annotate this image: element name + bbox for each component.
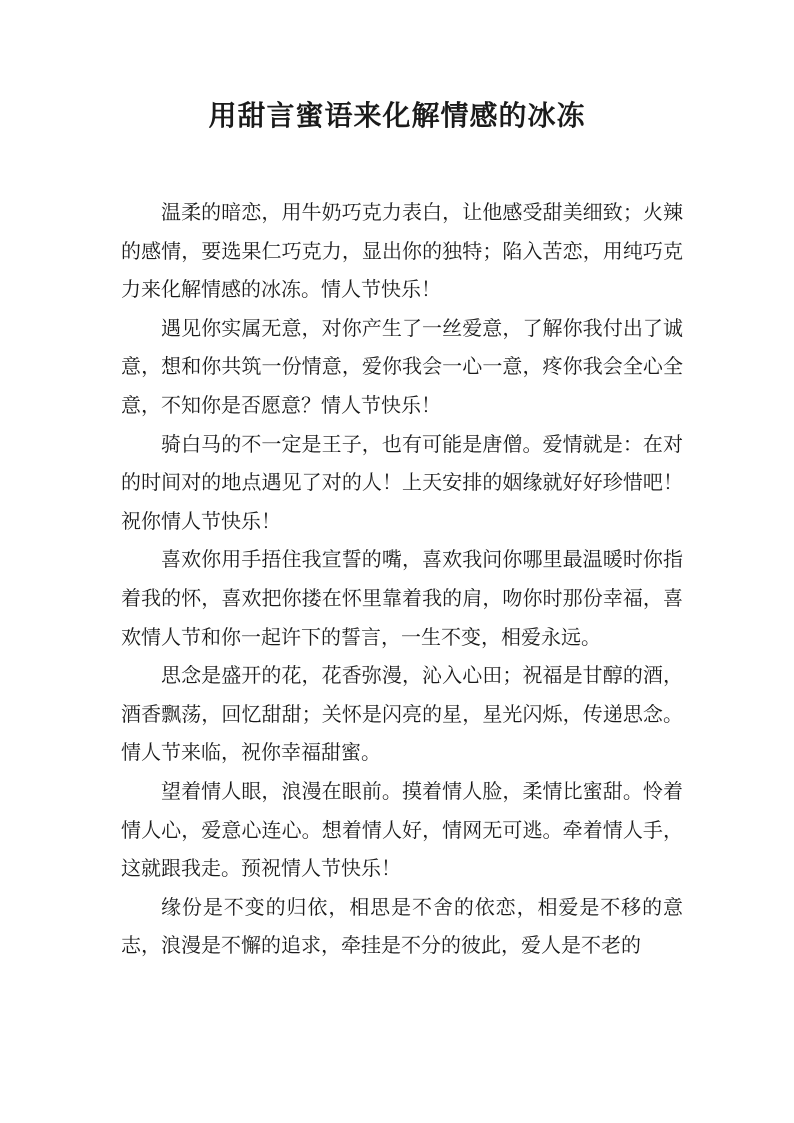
- paragraph: 缘份是不变的归依，相思是不舍的依恋，相爱是不移的意志，浪漫是不懈的追求，牵挂是不分的彼此，爱人是不老的: [121, 894, 683, 958]
- paragraph: 骑白马的不一定是王子，也有可能是唐僧。爱情就是：在对的时间对的地点遇见了对的人！上天安排的姻缘就好好珍惜吧！祝你情人节快乐！: [121, 431, 683, 533]
- paragraph: 望着情人眼，浪漫在眼前。摸着情人脸，柔情比蜜甜。怜着情人心，爱意心连心。想着情人好，情网无可逃。牵着情人手，这就跟我走。预祝情人节快乐！: [121, 778, 683, 881]
- paragraph: 遇见你实属无意，对你产生了一丝爱意，了解你我付出了诚意，想和你共筑一份情意，爱你我会一心一意，疼你我会全心全意，不知你是否愿意？情人节快乐！: [121, 315, 683, 417]
- paragraph: 思念是盛开的花，花香弥漫，沁入心田；祝福是甘醇的酒，酒香飘荡，回忆甜甜；关怀是闪亮的星，星光闪烁，传递思念。情人节来临，祝你幸福甜蜜。: [121, 663, 683, 765]
- document-title: 用甜言蜜语来化解情感的冰冻: [208, 99, 586, 132]
- paragraph: 喜欢你用手捂住我宣誓的嘴，喜欢我问你哪里最温暖时你指着我的怀，喜欢把你搂在怀里靠着我的肩，吻你时那份幸福，喜欢情人节和你一起许下的誓言，一生不变，相爱永远。: [121, 547, 683, 649]
- document-body: [121, 193, 683, 965]
- paragraph: 温柔的暗恋，用牛奶巧克力表白，让他感受甜美细致；火辣的感情，要选果仁巧克力，显出你的独特；陷入苦恋，用纯巧克力来化解情感的冰冻。情人节快乐！: [121, 200, 683, 302]
